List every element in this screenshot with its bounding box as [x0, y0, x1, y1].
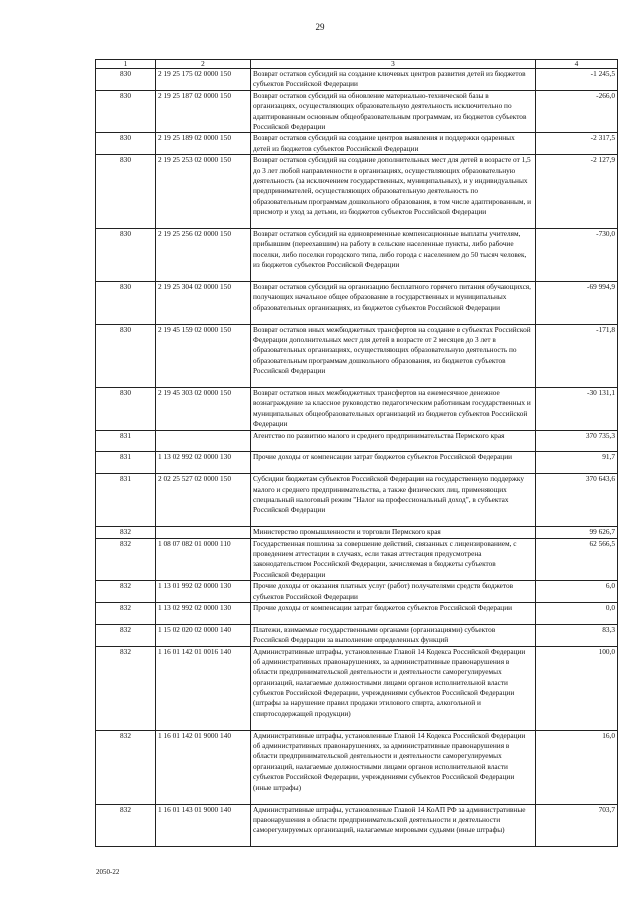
description-cell: Государственная пошлина за совершение действий, связанных с лицензированием, с проведением аттестации в случаях, если такая аттестация предусмотрена законодательством Российской Федерации, зачисляемая в бюджеты субъектов Российской Федерации: [251, 538, 536, 581]
table-row: [96, 69, 618, 91]
budget-code-cell: 2 19 25 304 02 0000 150: [156, 282, 251, 325]
description-cell: Административные штрафы, установленные Главой 14 КоАП РФ за административные правонарушения в области предпринимательской деятельности и деятельности саморегулируемых организаций, налагаемые мировыми судьями (иные штрафы): [251, 804, 536, 847]
amount-cell: 83,3: [536, 624, 618, 646]
admin-code-cell: 830: [96, 324, 156, 387]
budget-code-cell: 2 19 25 175 02 0000 150: [156, 69, 251, 91]
budget-code-cell: 2 19 45 303 02 0000 150: [156, 387, 251, 430]
budget-code-cell: 1 13 01 992 02 0000 130: [156, 581, 251, 603]
table-row: [96, 474, 618, 527]
header-col-3: 3: [251, 60, 536, 69]
budget-code-cell: 2 19 25 189 02 0000 150: [156, 133, 251, 155]
table-row: [96, 804, 618, 847]
description-cell: Административные штрафы, установленные Главой 14 Кодекса Российской Федерации об административных правонарушениях, за административные правонарушения в области предпринимательской деятельности и деятельности саморегулируемых организаций, налагаемые должностными лицами органов исполнительной власти субъектов Российской Федерации, учреждениями субъектов Российской Федерации (иные штрафы): [251, 730, 536, 804]
admin-code-cell: 832: [96, 730, 156, 804]
table-header-row: [96, 60, 618, 69]
budget-code-cell: 1 13 02 992 02 0000 130: [156, 452, 251, 474]
description-cell: Возврат остатков субсидий на организацию бесплатного горячего питания обучающихся, получающих начальное общее образование в государственных и муниципальных образовательных организациях, из бюджетов субъектов Российской Федерации: [251, 282, 536, 325]
amount-cell: 703,7: [536, 804, 618, 847]
table-row: [96, 527, 618, 538]
description-cell: Прочие доходы от компенсации затрат бюджетов субъектов Российской Федерации: [251, 452, 536, 474]
admin-code-cell: 830: [96, 69, 156, 91]
amount-cell: -69 994,9: [536, 282, 618, 325]
amount-cell: 6,0: [536, 581, 618, 603]
table-row: [96, 430, 618, 452]
table-row: [96, 90, 618, 133]
admin-code-cell: 830: [96, 155, 156, 229]
admin-code-cell: 832: [96, 624, 156, 646]
admin-code-cell: 830: [96, 282, 156, 325]
admin-code-cell: 832: [96, 646, 156, 730]
amount-cell: 370 643,6: [536, 474, 618, 527]
budget-code-cell: 2 19 25 256 02 0000 150: [156, 229, 251, 282]
amount-cell: 370 735,3: [536, 430, 618, 452]
budget-code-cell: 1 13 02 992 02 0000 130: [156, 602, 251, 624]
header-col-4: 4: [536, 60, 618, 69]
description-cell: Возврат остатков иных межбюджетных трансфертов на создание в субъектах Российской Федерации дополнительных мест для детей в возрасте от 2 месяцев до 3 лет в образовательных организациях, осуществляющих образовательную деятельность по образовательным программам дошкольного образования, из бюджетов субъектов Российской Федерации: [251, 324, 536, 387]
admin-code-cell: 830: [96, 133, 156, 155]
table-row: [96, 452, 618, 474]
description-cell: Прочие доходы от оказания платных услуг (работ) получателями средств бюджетов субъектов Российской Федерации: [251, 581, 536, 603]
admin-code-cell: 832: [96, 538, 156, 581]
header-col-2: 2: [156, 60, 251, 69]
description-cell: Платежи, взимаемые государственными органами (организациями) субъектов Российской Федерации за выполнение определенных функций: [251, 624, 536, 646]
admin-code-cell: 831: [96, 430, 156, 452]
table-row: [96, 602, 618, 624]
table-row: [96, 133, 618, 155]
description-cell: Возврат остатков субсидий на обновление материально-технической базы в организациях, осуществляющих образовательную деятельность исключительно по адаптированным основным общеобразовательным программам, из бюджетов субъектов Российской Федерации: [251, 90, 536, 133]
footer-code: 2050-22: [96, 868, 120, 876]
amount-cell: -171,8: [536, 324, 618, 387]
description-cell: Возврат остатков иных межбюджетных трансфертов на ежемесячное денежное вознаграждение за классное руководство педагогическим работникам государственных и муниципальных общеобразовательных организаций из бюджетов субъектов Российской Федерации: [251, 387, 536, 430]
description-cell: Административные штрафы, установленные Главой 14 Кодекса Российской Федерации об административных правонарушениях, за административные правонарушения в области предпринимательской деятельности и деятельности саморегулируемых организаций, налагаемые должностными лицами органов исполнительной власти субъектов Российской Федерации, учреждениями субъектов Российской Федерации (штрафы за нарушение правил продажи этилового спирта, алкогольной и спиртосодержащей продукции): [251, 646, 536, 730]
header-col-1: 1: [96, 60, 156, 69]
table-row: [96, 646, 618, 730]
description-cell: Прочие доходы от компенсации затрат бюджетов субъектов Российской Федерации: [251, 602, 536, 624]
budget-code-cell: 1 08 07 082 01 0000 110: [156, 538, 251, 581]
description-cell: Возврат остатков субсидий на создание центров выявления и поддержки одаренных детей из бюджетов субъектов Российской Федерации: [251, 133, 536, 155]
budget-code-cell: 1 15 02 020 02 0000 140: [156, 624, 251, 646]
budget-code-cell: 2 19 25 187 02 0000 150: [156, 90, 251, 133]
description-cell: Возврат остатков субсидий на создание дополнительных мест для детей в возрасте от 1,5 до 3 лет любой направленности в организациях, осуществляющих образовательную деятельность (за исключением государственных, муниципальных), и у индивидуальных предпринимателей, осуществляющих образовательную деятельность по образовательным программам дошкольного образования, в том числе адаптированным, и присмотр и уход за детьми, из бюджетов субъектов Российской Федерации: [251, 155, 536, 229]
admin-code-cell: 830: [96, 90, 156, 133]
amount-cell: -2 127,9: [536, 155, 618, 229]
budget-code-cell: 1 16 01 142 01 0016 140: [156, 646, 251, 730]
amount-cell: -266,0: [536, 90, 618, 133]
description-cell: Возврат остатков субсидий на создание ключевых центров развития детей из бюджетов субъектов Российской Федерации: [251, 69, 536, 91]
amount-cell: 16,0: [536, 730, 618, 804]
admin-code-cell: 832: [96, 581, 156, 603]
table-row: [96, 229, 618, 282]
table-body: [96, 69, 618, 847]
amount-cell: 100,0: [536, 646, 618, 730]
budget-code-cell: 1 16 01 142 01 9000 140: [156, 730, 251, 804]
table-row: [96, 324, 618, 387]
description-cell: Министерство промышленности и торговли Пермского края: [251, 527, 536, 538]
page-number: 29: [315, 22, 325, 32]
amount-cell: 91,7: [536, 452, 618, 474]
admin-code-cell: 830: [96, 387, 156, 430]
description-cell: Субсидии бюджетам субъектов Российской Федерации на государственную поддержку малого и среднего предпринимательства, а также физических лиц, применяющих специальный налоговый режим "Налог на профессиональный доход", в субъектах Российской Федерации: [251, 474, 536, 527]
amount-cell: -730,0: [536, 229, 618, 282]
description-cell: Возврат остатков субсидий на единовременные компенсационные выплаты учителям, прибывшим (переехавшим) на работу в сельские населенные пункты, либо рабочие поселки, либо поселки городского типа, либо города с населением до 50 тысяч человек, из бюджетов субъектов Российской Федерации: [251, 229, 536, 282]
amount-cell: -30 131,1: [536, 387, 618, 430]
amount-cell: -2 317,5: [536, 133, 618, 155]
admin-code-cell: 832: [96, 804, 156, 847]
table-row: [96, 155, 618, 229]
description-cell: Агентство по развитию малого и среднего предпринимательства Пермского края: [251, 430, 536, 452]
table-row: [96, 387, 618, 430]
admin-code-cell: 831: [96, 474, 156, 527]
budget-code-cell: [156, 527, 251, 538]
admin-code-cell: 831: [96, 452, 156, 474]
table-row: [96, 624, 618, 646]
table-row: [96, 538, 618, 581]
budget-code-cell: [156, 430, 251, 452]
budget-code-cell: 2 02 25 527 02 0000 150: [156, 474, 251, 527]
budget-revenue-table: [95, 59, 618, 847]
admin-code-cell: 832: [96, 602, 156, 624]
budget-code-cell: 2 19 25 253 02 0000 150: [156, 155, 251, 229]
budget-code-cell: 1 16 01 143 01 9000 140: [156, 804, 251, 847]
budget-code-cell: 2 19 45 159 02 0000 150: [156, 324, 251, 387]
table-row: [96, 581, 618, 603]
table-row: [96, 282, 618, 325]
amount-cell: 99 626,7: [536, 527, 618, 538]
amount-cell: 62 566,5: [536, 538, 618, 581]
amount-cell: -1 245,5: [536, 69, 618, 91]
admin-code-cell: 830: [96, 229, 156, 282]
amount-cell: 0,0: [536, 602, 618, 624]
admin-code-cell: 832: [96, 527, 156, 538]
table-row: [96, 730, 618, 804]
